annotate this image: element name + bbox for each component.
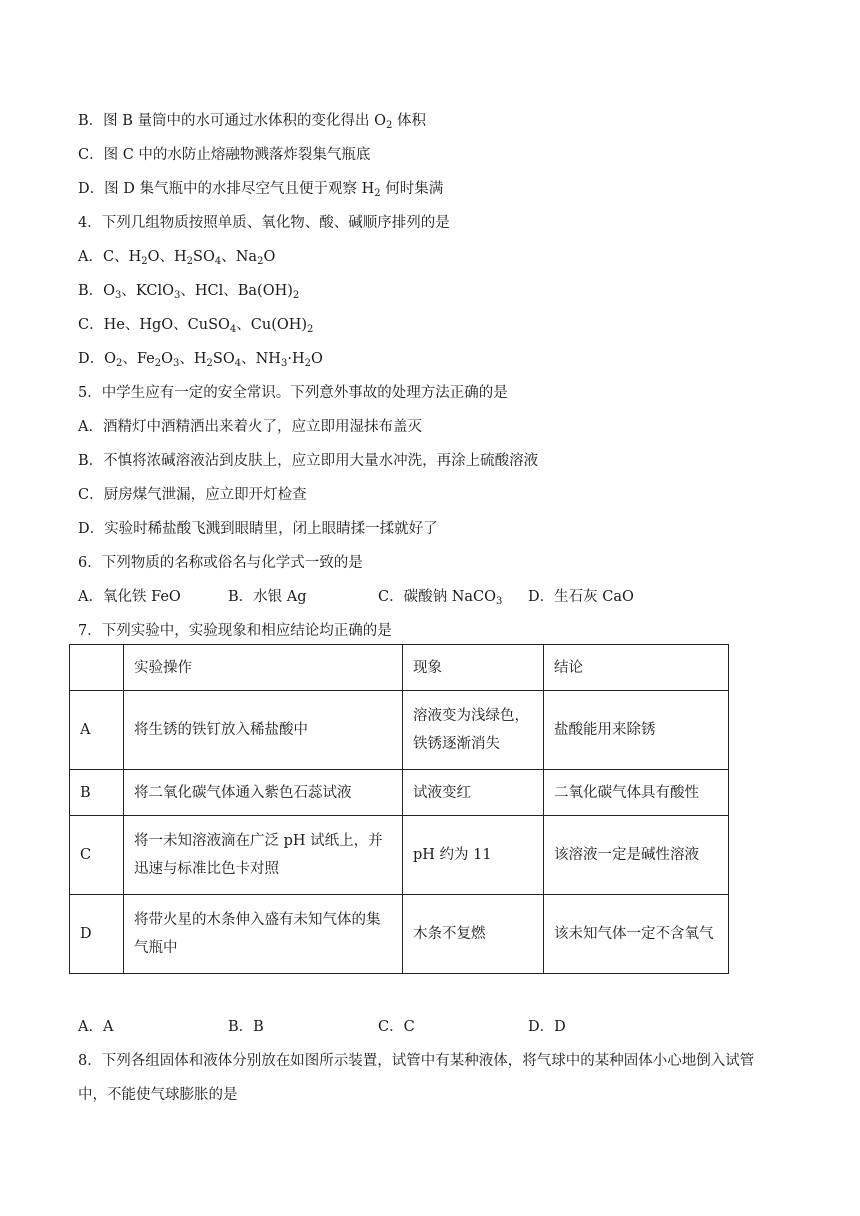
row-operation: 将一未知溶液滴在广泛 pH 试纸上，并 迅速与标准比色卡对照 — [124, 816, 403, 895]
q4-option-b: B．$O_3$、KClO$_3$、HCl、$Ba(OH)_2$ — [78, 283, 300, 301]
q5-stem: 5．中学生应有一定的安全常识。下列意外事故的处理方法正确的是 — [78, 385, 508, 401]
q5-option-a: A．酒精灯中酒精洒出来着火了，应立即用湿抹布盖灭 — [78, 419, 422, 435]
q7-options — [78, 1017, 566, 1037]
q6-option-b: B．水银 Ag — [228, 589, 307, 605]
row-label: C — [70, 816, 124, 895]
q7-stem: 7．下列实验中，实验现象和相应结论均正确的是 — [78, 623, 392, 639]
experiment-table — [69, 644, 729, 974]
row-phenomenon: 木条不复燃 — [403, 895, 544, 974]
table-row — [70, 816, 729, 895]
q3-option-c: C．图 C 中的水防止熔融物溅落炸裂集气瓶底 — [78, 147, 371, 163]
q7-option-c: C．C — [378, 1019, 415, 1035]
row-label: A — [70, 691, 124, 770]
row-conclusion: 该溶液一定是碱性溶液 — [544, 816, 729, 895]
q4-option-d: D．$O_2$、$Fe_2O_3$、$H_2SO_4$、$NH_3\cdot H_2O$ — [78, 351, 323, 369]
row-operation: 将生锈的铁钉放入稀盐酸中 — [124, 691, 403, 770]
table-row — [70, 691, 729, 770]
row-conclusion: 二氧化碳气体具有酸性 — [544, 770, 729, 816]
q7-option-b: B．B — [228, 1019, 264, 1035]
header-cell-conclusion: 结论 — [544, 645, 729, 691]
q4-option-c: C．He、HgO、CuSO$_4$、$Cu(OH)_2$ — [78, 317, 314, 335]
table-row — [70, 770, 729, 816]
q7-option-d: D．D — [528, 1019, 566, 1035]
row-label: B — [70, 770, 124, 816]
row-operation: 将带火星的木条伸入盛有未知气体的集 气瓶中 — [124, 895, 403, 974]
q3-option-b: B．图 B 量筒中的水可通过水体积的变化得出 $O_2$ 体积 — [78, 113, 427, 131]
row-conclusion: 盐酸能用来除锈 — [544, 691, 729, 770]
row-phenomenon: 试液变红 — [403, 770, 544, 816]
q6-option-c: C．碳酸钠 NaCO$_3$ — [378, 589, 503, 607]
q5-option-d: D．实验时稀盐酸飞溅到眼睛里，闭上眼睛揉一揉就好了 — [78, 521, 438, 537]
header-cell-operation: 实验操作 — [124, 645, 403, 691]
q5-option-b: B．不慎将浓碱溶液沾到皮肤上，应立即用大量水冲洗，再涂上硫酸溶液 — [78, 453, 539, 469]
q6-stem: 6．下列物质的名称或俗名与化学式一致的是 — [78, 555, 363, 571]
header-cell-phenomenon: 现象 — [403, 645, 544, 691]
q4-option-a: A．C、$H_2O$、$H_2SO_4$、$Na_2O$ — [78, 249, 276, 267]
q4-stem: 4．下列几组物质按照单质、氧化物、酸、碱顺序排列的是 — [78, 215, 450, 231]
row-operation: 将二氧化碳气体通入紫色石蕊试液 — [124, 770, 403, 816]
row-phenomenon: 溶液变为浅绿色， 铁锈逐渐消失 — [403, 691, 544, 770]
header-cell — [70, 645, 124, 691]
row-conclusion: 该未知气体一定不含氧气 — [544, 895, 729, 974]
q7-option-a: A．A — [78, 1019, 114, 1035]
q8-stem-line2: 中，不能使气球膨胀的是 — [78, 1087, 238, 1103]
row-label: D — [70, 895, 124, 974]
row-phenomenon: pH 约为 11 — [403, 816, 544, 895]
q6-options — [78, 587, 634, 607]
q6-option-d: D．生石灰 CaO — [528, 589, 634, 605]
q6-option-a: A．氧化铁 FeO — [78, 589, 181, 605]
table-row — [70, 895, 729, 974]
q5-option-c: C．厨房煤气泄漏，应立即开灯检查 — [78, 487, 307, 503]
table-header-row — [70, 645, 729, 691]
q8-stem-line1: 8．下列各组固体和液体分别放在如图所示装置，试管中有某种液体，将气球中的某种固体小心地倒入试管 — [78, 1053, 755, 1069]
q3-option-d: D．图 D 集气瓶中的水排尽空气且便于观察 $H_2$ 何时集满 — [78, 181, 444, 199]
